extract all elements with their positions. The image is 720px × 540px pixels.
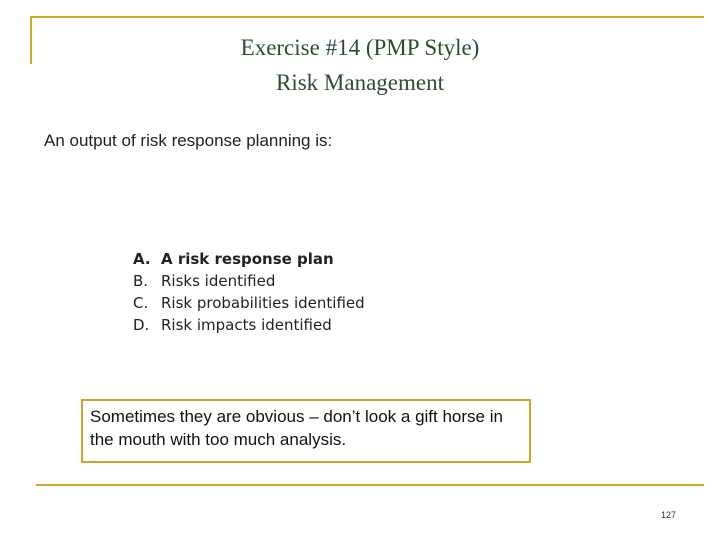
option-letter: B. — [133, 272, 149, 290]
page-number: 127 — [660, 510, 676, 520]
option-d — [133, 316, 332, 334]
option-letter: A. — [133, 250, 151, 268]
option-text: Risk impacts identified — [161, 316, 332, 334]
explanation-note: Sometimes they are obvious – don’t look a gift horse in the mouth with too much analysis. — [81, 399, 531, 463]
top-divider — [30, 16, 704, 18]
option-text: Risks identified — [161, 272, 276, 290]
question-text: An output of risk response planning is: — [44, 131, 333, 150]
slide-subtitle: Risk Management — [276, 70, 444, 95]
bottom-divider — [36, 484, 704, 486]
option-text: A risk response plan — [161, 250, 334, 268]
slide-title: Exercise #14 (PMP Style) — [240, 35, 480, 60]
option-letter: C. — [133, 294, 149, 312]
option-b — [133, 272, 275, 290]
option-a — [133, 250, 334, 268]
option-letter: D. — [133, 316, 150, 334]
option-text: Risk probabilities identified — [161, 294, 365, 312]
option-c — [133, 294, 365, 312]
